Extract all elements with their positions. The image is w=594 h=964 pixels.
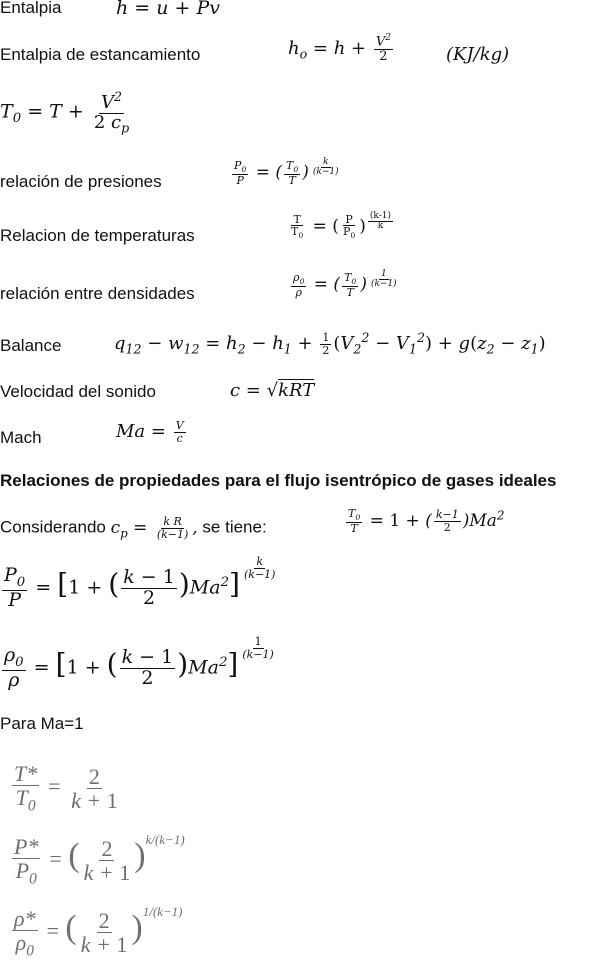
units-kj-kg: (KJ/kg) xyxy=(446,44,510,65)
label-relacion-presiones: relación de presiones xyxy=(0,172,162,191)
formula-relacion-densidades: $\frac{\rho_0}{\rho}$ = ( $\frac{T_0}{T}$ ) $^{\frac{1}{(k-1)}}$ xyxy=(293,269,397,299)
formula-entalpia: h = u + Pv xyxy=(116,0,220,19)
label-velocidad-sonido: Velocidad del sonido xyxy=(0,382,156,401)
label-entalpia-estancamiento: Entalpia de estancamiento xyxy=(0,45,201,64)
formula-t0: $T_0 = T$ + $\frac{V^2}{2 c_p}$ xyxy=(0,89,130,136)
label-relacion-temperaturas: Relacion de temperaturas xyxy=(0,226,195,245)
formula-t0-t-mach: $\frac{T_0}{T}$ = 1 + ( $\frac{k-1}{2}$ )Ma$^2$ xyxy=(348,507,505,536)
formula-p0-p-mach: $\frac{P_0}{P}$ = [1 + ( $\frac{k - 1}{2}$ )Ma$^2$] $^{\frac{k}{(k-1)}}$ xyxy=(4,555,276,611)
formula-mach: Ma = $\frac{V}{c}$ xyxy=(116,419,184,445)
formula-p-star: $\frac{P*}{P_0}$ = ( $\frac{2}{k + 1}$ )$^{k/(k-1)}$ xyxy=(14,832,185,888)
formula-entalpia-estancamiento: $h_o = h$ + $\frac{V^2}{2}$ xyxy=(288,33,392,64)
formula-rho-star: $\frac{\rho*}{\rho_0}$ = ( $\frac{2}{k + 1}$ )$^{1/(k-1)}$ xyxy=(14,904,183,960)
considerando-row: Considerando $c_p$ = $\frac{\text{k R}}{(k-1)}$ , se tiene: xyxy=(0,515,267,541)
section-heading: Relaciones de propiedades para el flujo isentrópico de gases ideales xyxy=(0,471,557,490)
label-considerando: Considerando xyxy=(0,517,106,537)
formula-relacion-temperaturas: $\frac{T}{T_0}$ = ( $\frac{P}{P_0}$ ) $^{\frac{(k-1)}{k}}$ xyxy=(291,211,391,241)
label-relacion-densidades: relación entre densidades xyxy=(0,284,195,303)
formula-balance: $q_{12} - w_{12} = h_2 - h_1$ + $\frac{1}{2}$ $(V_2^2 - V_1^2) + g(z_2 - z_1)$ xyxy=(114,330,546,357)
formula-relacion-presiones: $\frac{P_0}{P}$ = ( $\frac{T_0}{T}$ ) $^{\frac{k}{(k-1)}}$ xyxy=(234,157,339,187)
label-se-tiene: se tiene: xyxy=(202,517,267,537)
formula-rho0-rho-mach: $\frac{\rho_0}{\rho}$ = [1 + ( $\frac{k - 1}{2}$ )Ma$^2$] $^{\frac{1}{(k-1)}}$ xyxy=(4,635,274,691)
label-entalpia: Entalpia xyxy=(0,0,62,17)
label-para-ma: Para Ma=1 xyxy=(0,714,84,733)
formula-velocidad-sonido: c = √kRT xyxy=(230,380,315,401)
formula-t-star: $\frac{T*}{T_0}$ = $\frac{2}{k + 1}$ xyxy=(14,761,118,815)
label-balance: Balance xyxy=(0,336,62,355)
label-mach: Mach xyxy=(0,428,42,447)
